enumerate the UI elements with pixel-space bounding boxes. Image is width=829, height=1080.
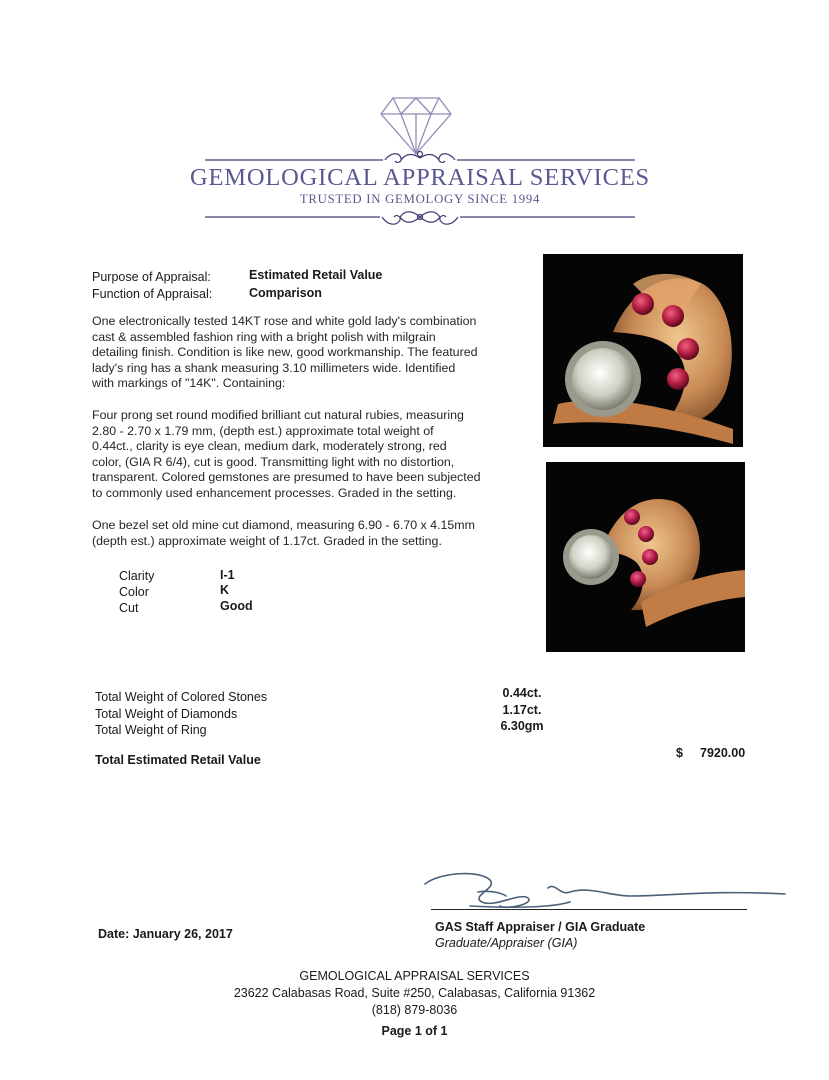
purpose-value: Estimated Retail Value <box>249 268 383 282</box>
text-line: to commonly used enhancement processes. Graded in the setting. <box>92 485 457 500</box>
ruby-description <box>92 408 532 502</box>
diamond-logo-icon <box>379 94 453 156</box>
grade-label-clarity: Clarity <box>119 569 155 583</box>
total-ring-label: Total Weight of Ring <box>95 723 207 737</box>
signer-title: GAS Staff Appraiser / GIA Graduate <box>435 920 646 934</box>
text-line: Four prong set round modified brilliant cut natural rubies, measuring <box>92 408 464 422</box>
text-line: detailing finish. Condition is like new, good workmanship. The featured <box>92 345 478 360</box>
diamond-description <box>92 518 532 549</box>
function-label: Function of Appraisal: <box>92 287 213 301</box>
grade-label-cut: Cut <box>119 601 139 615</box>
text-line: 2.80 - 2.70 x 1.79 mm, (depth est.) approximate total weight of <box>92 423 434 438</box>
item-description <box>92 314 532 392</box>
text-line: (depth est.) approximate weight of 1.17ct. Graded in the setting. <box>92 533 442 548</box>
total-diamonds-label: Total Weight of Diamonds <box>95 707 238 721</box>
signature-line <box>431 909 747 910</box>
text-line: 0.44ct., clarity is eye clean, medium dark, moderately strong, red <box>92 439 447 454</box>
estimated-value-label: Total Estimated Retail Value <box>95 753 261 767</box>
estimated-value-amount: 7920.00 <box>700 746 746 760</box>
signature-image <box>410 862 790 922</box>
purpose-label: Purpose of Appraisal: <box>92 270 211 284</box>
appraisal-date: Date: January 26, 2017 <box>98 927 233 941</box>
footer-phone: (818) 879-8036 <box>371 1003 458 1017</box>
total-diamonds-value: 1.17ct. <box>502 703 542 717</box>
total-colored-stones-value: 0.44ct. <box>502 686 542 700</box>
function-value: Comparison <box>249 286 322 300</box>
page-number: Page 1 of 1 <box>381 1024 448 1038</box>
text-line: One electronically tested 14KT rose and white gold lady's combination <box>92 314 477 328</box>
signer-subtitle: Graduate/Appraiser (GIA) <box>435 936 578 950</box>
text-line: lady's ring has a shank measuring 3.10 millimeters wide. Identified <box>92 360 456 375</box>
text-line: transparent. Colored gemstones are presumed to have been subjected <box>92 470 481 485</box>
org-tagline: TRUSTED IN GEMOLOGY SINCE 1994 <box>299 192 541 206</box>
grade-value-color: K <box>220 583 230 597</box>
footer-address: 23622 Calabasas Road, Suite #250, Calabasas, California 91362 <box>233 986 596 1000</box>
ring-photo-front <box>543 254 743 447</box>
text-line: with markings of "14K". Containing: <box>92 376 286 391</box>
ring-photo-side <box>546 462 745 652</box>
org-name: GEMOLOGICAL APPRAISAL SERVICES <box>190 164 650 191</box>
grade-value-cut: Good <box>220 599 253 613</box>
text-line: One bezel set old mine cut diamond, measuring 6.90 - 6.70 x 4.15mm <box>92 518 475 532</box>
grade-label-color: Color <box>119 585 149 599</box>
total-ring-value: 6.30gm <box>500 719 544 733</box>
text-line: cast & assembled fashion ring with a bright polish with milgrain <box>92 329 436 344</box>
grade-value-clarity: I-1 <box>220 568 235 582</box>
text-line: color, (GIA R 6/4), cut is good. Transmitting light with no distortion, <box>92 454 455 469</box>
footer-company-name: GEMOLOGICAL APPRAISAL SERVICES <box>299 969 530 983</box>
bottom-ornament-divider <box>205 205 635 229</box>
total-colored-stones-label: Total Weight of Colored Stones <box>95 690 268 704</box>
currency-symbol: $ <box>676 746 683 760</box>
